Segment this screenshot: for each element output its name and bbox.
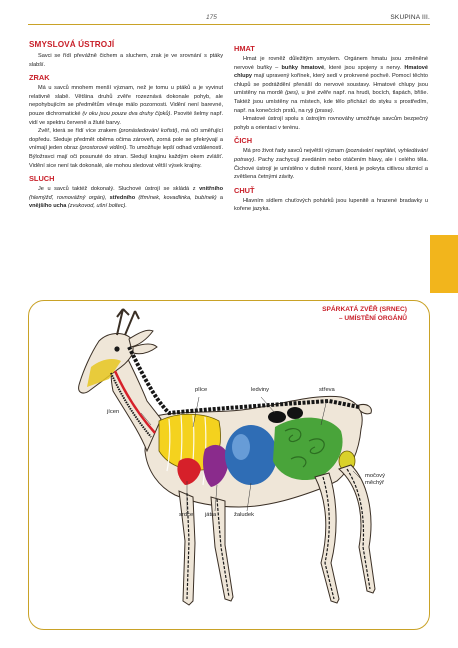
heading-cich: ČICH [234, 136, 253, 146]
chut-paragraph: Hlavním sídlem chuťových pohárků jsou lupenitě a hrazené bradavky u kořene jazyka. [234, 197, 428, 213]
label-srdce: srdce [179, 512, 194, 518]
heading-zrak: ZRAK [29, 73, 50, 83]
heading-hmat: HMAT [234, 44, 255, 53]
label-jicen: jícen [107, 409, 120, 415]
heading-smyslova-ustroji: SMYSLOVÁ ÚSTROJÍ [29, 40, 115, 49]
page-number: 175 [206, 14, 217, 21]
zrak-paragraph-1: Má u savců mnohem menší význam, než je tomu u ptáků a je vyvinut relativně slabě. Většina druhů zvěře rozeznává dokonale pohyb, ale nepohybujícím se předmětům věnuje málo pozornosti. Vidění není barevné, pouze dichromatické (v oku jsou pouze dva druhy čípků). Psovité šelmy např. vidí ve spektru červeně a žluté barvy. [29, 85, 224, 126]
label-plice: plíce [195, 387, 208, 393]
heading-chut: CHUŤ [234, 185, 255, 195]
header-rule [28, 24, 430, 25]
left-column [29, 40, 223, 211]
heading-sluch: SLUCH [29, 174, 55, 184]
figure-title-line-2: – UMÍSTĚNÍ ORGÁNŮ [338, 315, 407, 322]
stomach-highlight [232, 434, 250, 460]
sluch-paragraph: Je u savců taktéž dokonalý. Sluchové ústrojí se skládá z vnitřního (hlemýžď, rovnovážný orgán), středního (třmínek, kovadlinka, bubínek) a vnějšího ucha (zvukovod, ušní boltec). [29, 186, 223, 210]
cich-paragraph: Má pro život řady savců největší význam (poznávání nepřátel, vyhledávání potravy). Pachy zachycují zvedáním nebo otáčením hlavy, ale i celého těla. Čichové ústrojí je umístěno v dutině nosní, která je pokryta citlivou sliznicí a zvětšena četnými závity. [234, 148, 428, 181]
page-header [28, 14, 430, 26]
label-jatra: játra [205, 512, 217, 518]
label-ledviny: ledviny [251, 387, 270, 393]
section-label: SKUPINA III. [390, 14, 430, 21]
deer-illustration [29, 301, 430, 630]
deer-antlers [117, 309, 139, 335]
deer-eye [114, 346, 119, 351]
label-mocovy-mechyr: močový měchýř [365, 473, 385, 486]
figure-title-line-1: SPÁRKATÁ ZVĚŘ (SRNEC) [322, 306, 407, 313]
hmat-paragraph-2: Hmatové ústrojí spolu s ústrojím rovnováhy umožňuje savcům bezpečný pohyb a orientaci v terénu. [234, 116, 428, 131]
deer-ears [129, 330, 157, 353]
zrak-paragraph-2: Zvěř, která se řídí více zrakem (pronásledování kořisti), má oči směřující dopředu. Sleduje předmět oběma očima zároveň, zorná pole se překrývají a vnímají jeden obraz (prostorové vidění). To umožňuje lepší odhad vzdáleností. Býložravci mají oči posunuté do stran. Sledují krajinu každým okem zvlášť. Vidění sice není tak dokonalé, ale mohou sledovat větší výsek krajiny. [29, 128, 224, 169]
kidney-1 [268, 411, 286, 423]
right-column [234, 40, 428, 214]
intro-paragraph: Savci se řídí převážně čichem a sluchem, zrak je ve srovnání s ptáky slabší. [29, 53, 223, 68]
stomach-shape [225, 425, 277, 485]
roe-deer-organs-figure [28, 300, 430, 630]
hmat-paragraph-1: Hmat je rovněž důležitým smyslem. Orgánem hmatu jsou změněné nervové buňky – buňky hmatové, které jsou spojeny s nervy. Hmatové chlupy mají upravený kořínek, který sedí v prokrvené pochvě. Pomocí těchto chlupů se podráždění přenáší do nervové soustavy. Hmatové chlupy jsou umístěny na mordě (pes), u jiné zvěře např. na hrudi, bocích, tlapách, břiše. Taktéž jsou umístěny na místech, kde tělo přichází do styku s prostředím, např. na konečcích prstů, na ryji (prase). [234, 56, 428, 114]
label-zaludek: žaludek [234, 512, 254, 518]
kidney-2 [287, 407, 303, 419]
label-streva: střeva [319, 387, 335, 393]
section-tab-marker [430, 235, 458, 293]
